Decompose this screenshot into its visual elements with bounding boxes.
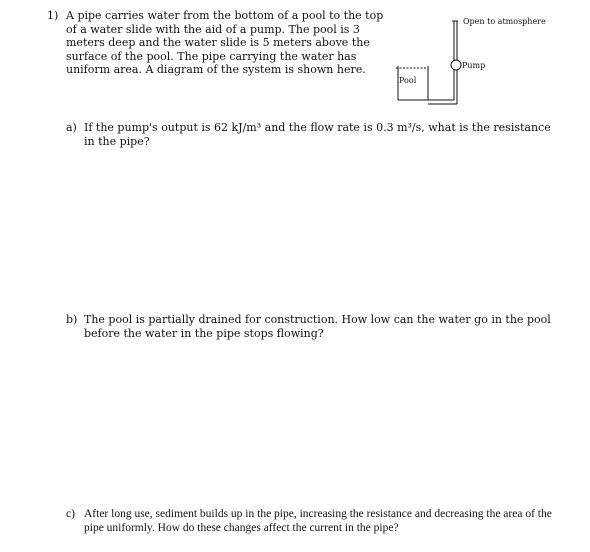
part-b-text: The pool is partially drained for construction. How low can the water go in the pool before the water in the pipe stops flowing? <box>84 313 551 340</box>
pump-icon <box>451 60 461 70</box>
part-a-label: a) <box>66 121 77 134</box>
part-c-text: After long use, sediment builds up in the pipe, increasing the resistance and decreasing the area of the pipe uniformly. How do these changes affect the current in the pipe? <box>84 508 552 534</box>
question-number: 1) <box>47 9 59 22</box>
pool-system-diagram <box>392 8 582 108</box>
question-intro: A pipe carries water from the bottom of a pool to the top of a water slide with the aid of a pump. The pool is 3 meters deep and the water slide is 5 meters above the surface of the pool. The pipe carrying the water has uniform area. A diagram of the system is shown here. <box>66 9 384 76</box>
pool-label: Pool <box>399 76 417 85</box>
part-c-label: c) <box>66 508 75 520</box>
pump-label: Pump <box>462 61 486 70</box>
part-b-label: b) <box>66 313 78 326</box>
part-a-text: If the pump's output is 62 kJ/m³ and the flow rate is 0.3 m³/s, what is the resistance in the pipe? <box>84 121 551 148</box>
open-to-atmosphere-label: Open to atmosphere <box>463 17 546 26</box>
